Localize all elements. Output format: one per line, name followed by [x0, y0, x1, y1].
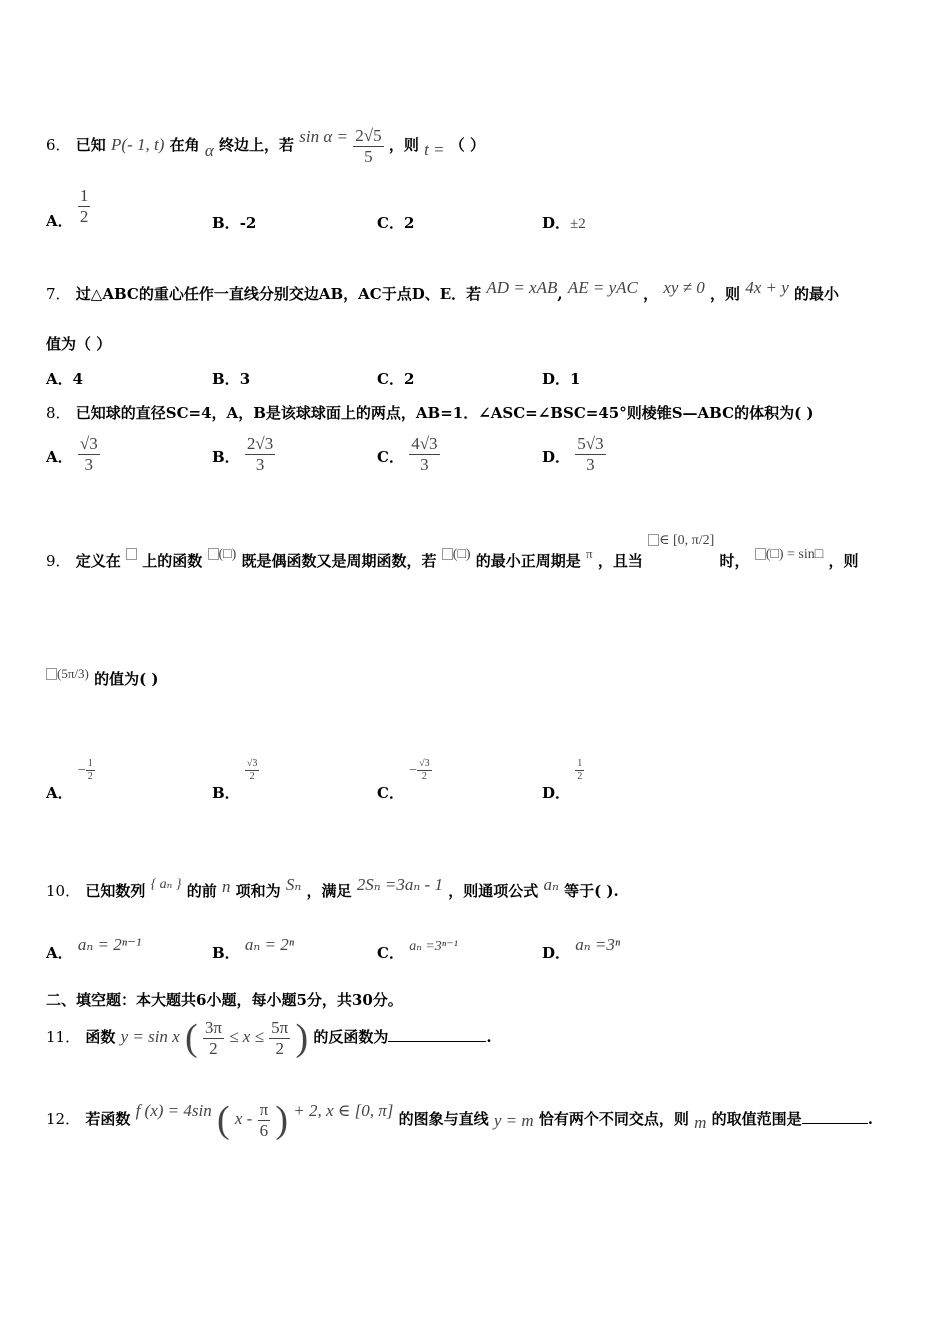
- question-10: 10． 已知数列 { aₙ } 的前 n 项和为 Sₙ ，满足 2Sₙ =3aₙ - 1 ，则通项公式 aₙ 等于( ).: [46, 875, 619, 900]
- question-11: 11． 函数 y = sin x ( $\frac{3\pi}{2}$ ≤ x ≤ $\frac{5\pi}{2}$ ) 的反函数为 .: [46, 1017, 492, 1060]
- placeholder-box: [126, 548, 137, 560]
- option-c: C．2: [377, 214, 415, 232]
- question-9-line2: (5π/3) 的值为( ): [46, 668, 159, 689]
- placeholder-box: [755, 548, 766, 560]
- answer-blank[interactable]: [802, 1123, 868, 1124]
- option-d: D． aₙ =3ⁿ: [542, 935, 621, 962]
- option-c: C．2: [377, 370, 415, 388]
- placeholder-box: [208, 548, 219, 560]
- option-b: B．-2: [212, 214, 257, 232]
- placeholder-box: [442, 548, 453, 560]
- question-9: 9． 定义在 上的函数 (□) 既是偶函数又是周期函数，若 (□) 的最小正周期是 π ，且当 ∈ [0, π/2] 时， (□) = sin□ ，则: [46, 533, 859, 570]
- option-c: C． $\frac{4√3}{3}$: [377, 434, 438, 474]
- option-b: B． $\frac{2√3}{3}$: [212, 434, 274, 474]
- answer-blank[interactable]: [388, 1041, 486, 1042]
- option-b: B． aₙ = 2ⁿ: [212, 935, 295, 962]
- option-a: A． − $\frac{1}{2}$: [46, 758, 93, 802]
- question-number: 6．: [46, 136, 71, 155]
- question-7: 7． 过△ABC的重心任作一直线分别交边AB，AC于点D、E．若 AD = xAB, AE = yAC ， xy ≠ 0 ，则 4x + y 的最小: [46, 278, 840, 303]
- option-b: B． $\frac{√3}{2}$: [212, 758, 258, 802]
- option-c: C． aₙ =3ⁿ⁻¹: [377, 939, 458, 962]
- option-a: A．4: [46, 370, 84, 388]
- fraction: $\frac{2√5}{5}$: [355, 126, 382, 166]
- option-d: D．1: [542, 370, 581, 388]
- option-d: D．±2: [542, 214, 586, 232]
- option-a: A． $\frac{1}{2}$: [46, 186, 89, 231]
- placeholder-box: [46, 668, 57, 680]
- question-7-line2: 值为（ ）: [46, 335, 112, 353]
- option-d: D． $\frac{1}{2}$: [542, 758, 583, 802]
- option-a: A． aₙ = 2ⁿ⁻¹: [46, 935, 142, 962]
- placeholder-box: [648, 534, 659, 546]
- option-c: C． − $\frac{√3}{2}$: [377, 758, 430, 802]
- option-a: A． $\frac{√3}{3}$: [46, 434, 98, 474]
- question-6: 6． 已知 P(- 1, t) 在角 α 终边上，若 sin α = $\frac{2√5}{5}$ ，则 t = （ ）: [46, 126, 485, 166]
- section-heading: 二、填空题：本大题共6小题，每小题5分，共30分。: [46, 991, 403, 1009]
- question-12: 12． 若函数 f (x) = 4sin ( x - $\frac{\pi}{6}$ ) + 2, x ∈ [0, π] 的图象与直线 y = m 恰有两个不同交点，则 m 的取值范围是 .: [46, 1099, 873, 1142]
- option-d: D． $\frac{5√3}{3}$: [542, 434, 604, 474]
- option-b: B．3: [212, 370, 251, 388]
- question-8: 8． 已知球的直径SC=4，A，B是该球球面上的两点，AB=1．∠ASC=∠BSC=45°则棱锥S—ABC的体积为( ): [46, 404, 814, 422]
